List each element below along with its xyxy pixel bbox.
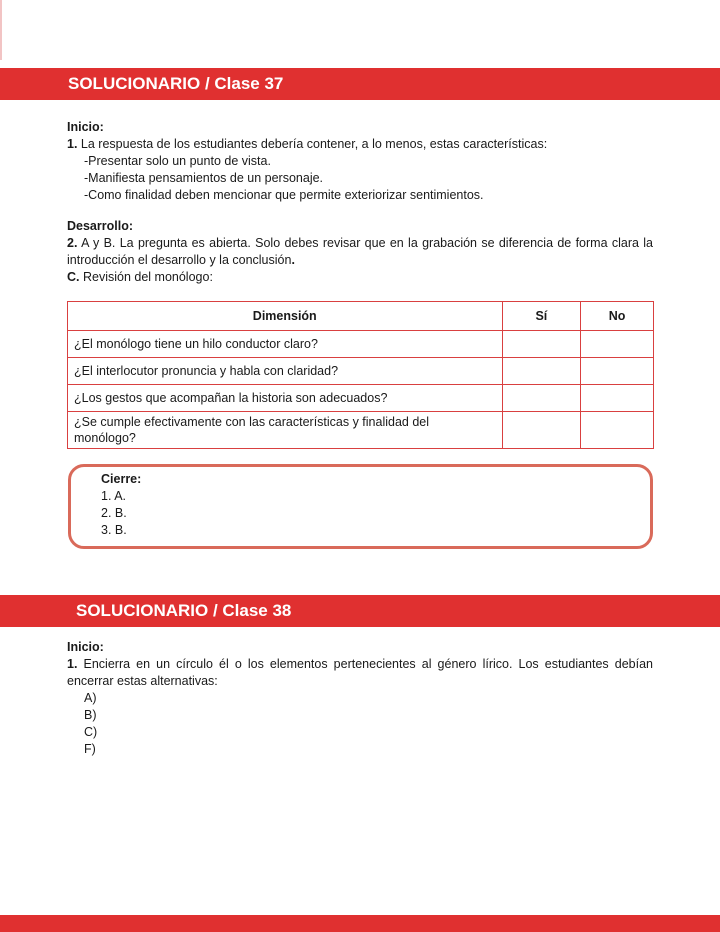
question-text-end: . xyxy=(291,253,295,267)
alternative-item: B) xyxy=(84,708,97,722)
footer-bar xyxy=(0,915,720,932)
no-cell xyxy=(581,412,654,449)
header-si: Sí xyxy=(502,302,581,331)
desarrollo-item-c xyxy=(67,269,653,286)
dimension-cell: ¿Los gestos que acompañan la historia son adecuados? xyxy=(68,385,503,412)
table-row xyxy=(68,412,654,449)
inicio-item-3: -Como finalidad deben mencionar que permite exteriorizar sentimientos. xyxy=(84,188,484,202)
question-number: 2. xyxy=(67,236,78,250)
section-37-title: SOLUCIONARIO / Clase 37 xyxy=(68,74,284,93)
section-38-inicio xyxy=(67,639,653,758)
section-38-title: SOLUCIONARIO / Clase 38 xyxy=(76,601,292,620)
inicio-item-2: -Manifiesta pensamientos de un personaje. xyxy=(84,171,324,185)
desarrollo-question-2 xyxy=(67,235,653,269)
header-dimension: Dimensión xyxy=(68,302,503,331)
inicio-heading: Inicio: xyxy=(67,640,104,654)
dimension-cell: ¿El interlocutor pronuncia y habla con claridad? xyxy=(68,358,503,385)
si-cell xyxy=(502,385,581,412)
cierre-item-3: 3. B. xyxy=(101,523,127,537)
table-row xyxy=(68,331,654,358)
section-37-banner xyxy=(0,68,720,100)
page-edge-line xyxy=(0,0,2,60)
desarrollo-heading: Desarrollo: xyxy=(67,219,133,233)
section-37-inicio xyxy=(67,119,653,204)
question-text: A y B. La pregunta es abierta. Solo debes revisar que en la grabación se diferencia de forma clara la introducción el desarrollo y la conclusión xyxy=(67,236,653,267)
si-cell xyxy=(502,331,581,358)
table-row xyxy=(68,385,654,412)
dimension-cell: ¿El monólogo tiene un hilo conductor claro? xyxy=(68,331,503,358)
cierre-box xyxy=(68,464,653,549)
cierre-item-2: 2. B. xyxy=(101,506,127,520)
question-number: 1. xyxy=(67,137,78,151)
no-cell xyxy=(581,358,654,385)
dimension-cell: ¿Se cumple efectivamente con las características y finalidad del monólogo? xyxy=(68,412,503,449)
cierre-content xyxy=(101,471,141,539)
inicio-question xyxy=(67,136,653,153)
no-cell xyxy=(581,385,654,412)
si-cell xyxy=(502,358,581,385)
alternative-item: C) xyxy=(84,725,98,739)
question-text: Encierra en un círculo él o los elementos pertenecientes al género lírico. Los estudiantes debían encerrar estas alternativas: xyxy=(67,657,653,688)
item-letter: C. xyxy=(67,270,80,284)
inicio-question xyxy=(67,656,653,690)
inicio-heading: Inicio: xyxy=(67,120,104,134)
cierre-heading: Cierre: xyxy=(101,472,142,486)
table-header-row xyxy=(68,302,654,331)
si-cell xyxy=(502,412,581,449)
section-37-desarrollo xyxy=(67,218,653,286)
alternative-item: F) xyxy=(84,742,96,756)
header-no: No xyxy=(581,302,654,331)
no-cell xyxy=(581,331,654,358)
item-text: Revisión del monólogo: xyxy=(79,270,213,284)
cierre-item-1: 1. A. xyxy=(101,489,127,503)
section-38-banner xyxy=(0,595,720,627)
question-text: La respuesta de los estudiantes debería contener, a lo menos, estas características: xyxy=(80,137,548,151)
monologue-review-table xyxy=(67,301,654,449)
question-number: 1. xyxy=(67,657,78,671)
table-row xyxy=(68,358,654,385)
alternative-item: A) xyxy=(84,691,97,705)
inicio-item-1: -Presentar solo un punto de vista. xyxy=(84,154,271,168)
